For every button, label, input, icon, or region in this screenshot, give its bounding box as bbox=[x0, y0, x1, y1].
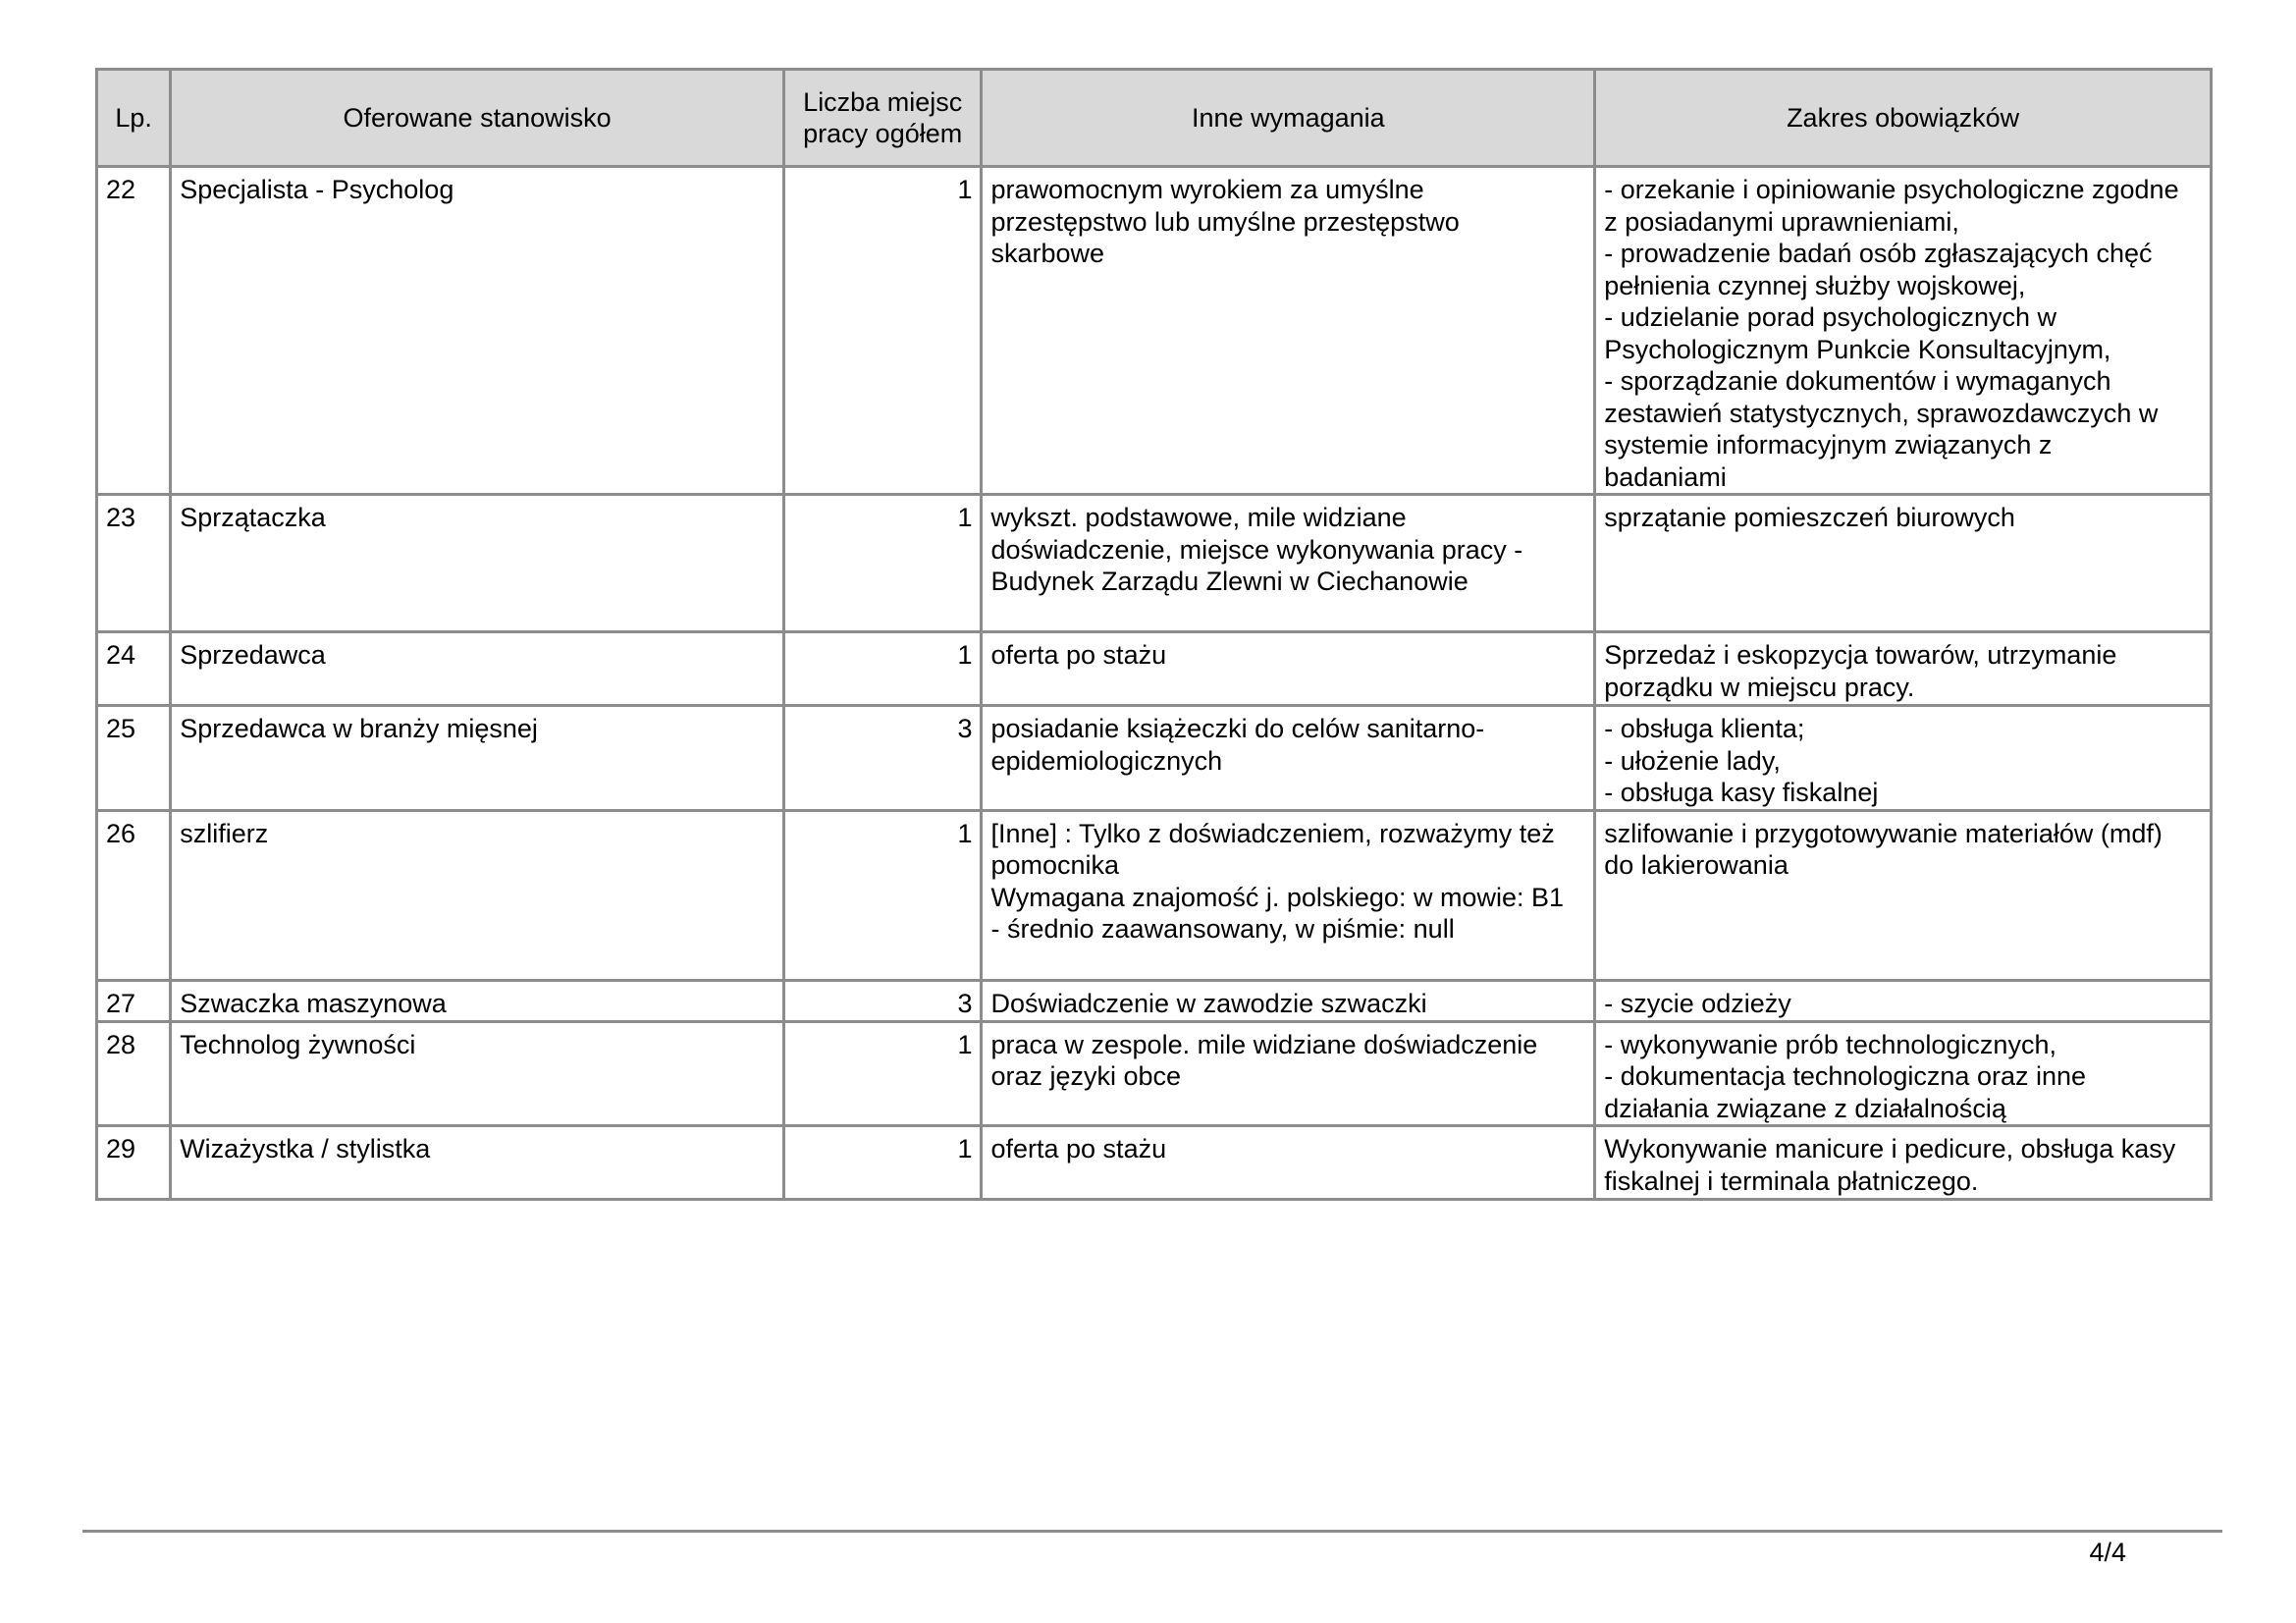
cell-requirements: oferta po stażu bbox=[982, 632, 1595, 706]
cell-lp: 28 bbox=[97, 1021, 171, 1126]
table-body bbox=[97, 167, 2212, 1200]
cell-requirements: oferta po stażu bbox=[982, 1126, 1595, 1200]
table-row bbox=[97, 167, 2212, 495]
cell-position: Sprzedawca w branży mięsnej bbox=[171, 706, 784, 811]
cell-lp: 26 bbox=[97, 810, 171, 980]
cell-duties: - wykonywanie prób technologicznych, - dokumentacja technologiczna oraz inne działania związane z działalnością bbox=[1595, 1021, 2212, 1126]
cell-position: szlifierz bbox=[171, 810, 784, 980]
cell-requirements: Doświadczenie w zawodzie szwaczki bbox=[982, 980, 1595, 1021]
cell-count: 1 bbox=[783, 632, 982, 706]
table-header bbox=[97, 70, 2212, 167]
table-row bbox=[97, 810, 2212, 980]
cell-duties: szlifowanie i przygotowywanie materiałów (mdf) do lakierowania bbox=[1595, 810, 2212, 980]
cell-position: Szwaczka maszynowa bbox=[171, 980, 784, 1021]
table-row bbox=[97, 495, 2212, 632]
cell-lp: 24 bbox=[97, 632, 171, 706]
cell-duties: Wykonywanie manicure i pedicure, obsługa kasy fiskalnej i terminala płatniczego. bbox=[1595, 1126, 2212, 1200]
cell-count: 1 bbox=[783, 167, 982, 495]
table-row bbox=[97, 1126, 2212, 1200]
header-row bbox=[97, 70, 2212, 167]
page-number: 4/4 bbox=[2089, 1538, 2126, 1567]
table-row bbox=[97, 1021, 2212, 1126]
cell-count: 3 bbox=[783, 706, 982, 811]
cell-lp: 29 bbox=[97, 1126, 171, 1200]
cell-duties: - obsługa klienta; - ułożenie lady, - obsługa kasy fiskalnej bbox=[1595, 706, 2212, 811]
cell-count: 1 bbox=[783, 810, 982, 980]
cell-count: 3 bbox=[783, 980, 982, 1021]
job-offers-table bbox=[95, 68, 2213, 1201]
cell-count: 1 bbox=[783, 1126, 982, 1200]
footer-divider bbox=[82, 1530, 2222, 1533]
cell-requirements: [Inne] : Tylko z doświadczeniem, rozważymy też pomocnika Wymagana znajomość j. polskiego: w mowie: B1 - średnio zaawansowany, w piśmie: null bbox=[982, 810, 1595, 980]
table-row bbox=[97, 632, 2212, 706]
header-position: Oferowane stanowisko bbox=[171, 70, 784, 167]
cell-duties: sprzątanie pomieszczeń biurowych bbox=[1595, 495, 2212, 632]
cell-lp: 25 bbox=[97, 706, 171, 811]
cell-requirements: prawomocnym wyrokiem za umyślne przestępstwo lub umyślne przestępstwo skarbowe bbox=[982, 167, 1595, 495]
cell-position: Sprzedawca bbox=[171, 632, 784, 706]
cell-requirements: praca w zespole. mile widziane doświadczenie oraz języki obce bbox=[982, 1021, 1595, 1126]
cell-requirements: wykszt. podstawowe, mile widziane doświadczenie, miejsce wykonywania pracy - Budynek Zarządu Zlewni w Ciechanowie bbox=[982, 495, 1595, 632]
cell-requirements: posiadanie książeczki do celów sanitarno- epidemiologicznych bbox=[982, 706, 1595, 811]
cell-position: Technolog żywności bbox=[171, 1021, 784, 1126]
cell-lp: 27 bbox=[97, 980, 171, 1021]
cell-duties: - szycie odzieży bbox=[1595, 980, 2212, 1021]
header-lp: Lp. bbox=[97, 70, 171, 167]
cell-duties: Sprzedaż i eskopzycja towarów, utrzymanie porządku w miejscu pracy. bbox=[1595, 632, 2212, 706]
cell-lp: 22 bbox=[97, 167, 171, 495]
cell-position: Sprzątaczka bbox=[171, 495, 784, 632]
table-row bbox=[97, 980, 2212, 1021]
header-duties: Zakres obowiązków bbox=[1595, 70, 2212, 167]
cell-lp: 23 bbox=[97, 495, 171, 632]
cell-count: 1 bbox=[783, 495, 982, 632]
header-requirements: Inne wymagania bbox=[982, 70, 1595, 167]
table-row bbox=[97, 706, 2212, 811]
cell-count: 1 bbox=[783, 1021, 982, 1126]
cell-position: Wizażystka / stylistka bbox=[171, 1126, 784, 1200]
cell-duties: - orzekanie i opiniowanie psychologiczne zgodne z posiadanymi uprawnieniami, - prowadzenie badań osób zgłaszających chęć pełnienia czynnej służby wojskowej, - udzielanie porad psychologicznych w Psychologicznym Punkcie Konsultacyjnym, - sporządzanie dokumentów i wymaganych zestawień statystycznych, sprawozdawczych w systemie informacyjnym związanych z badaniami bbox=[1595, 167, 2212, 495]
header-count: Liczba miejsc pracy ogółem bbox=[783, 70, 982, 167]
cell-position: Specjalista - Psycholog bbox=[171, 167, 784, 495]
